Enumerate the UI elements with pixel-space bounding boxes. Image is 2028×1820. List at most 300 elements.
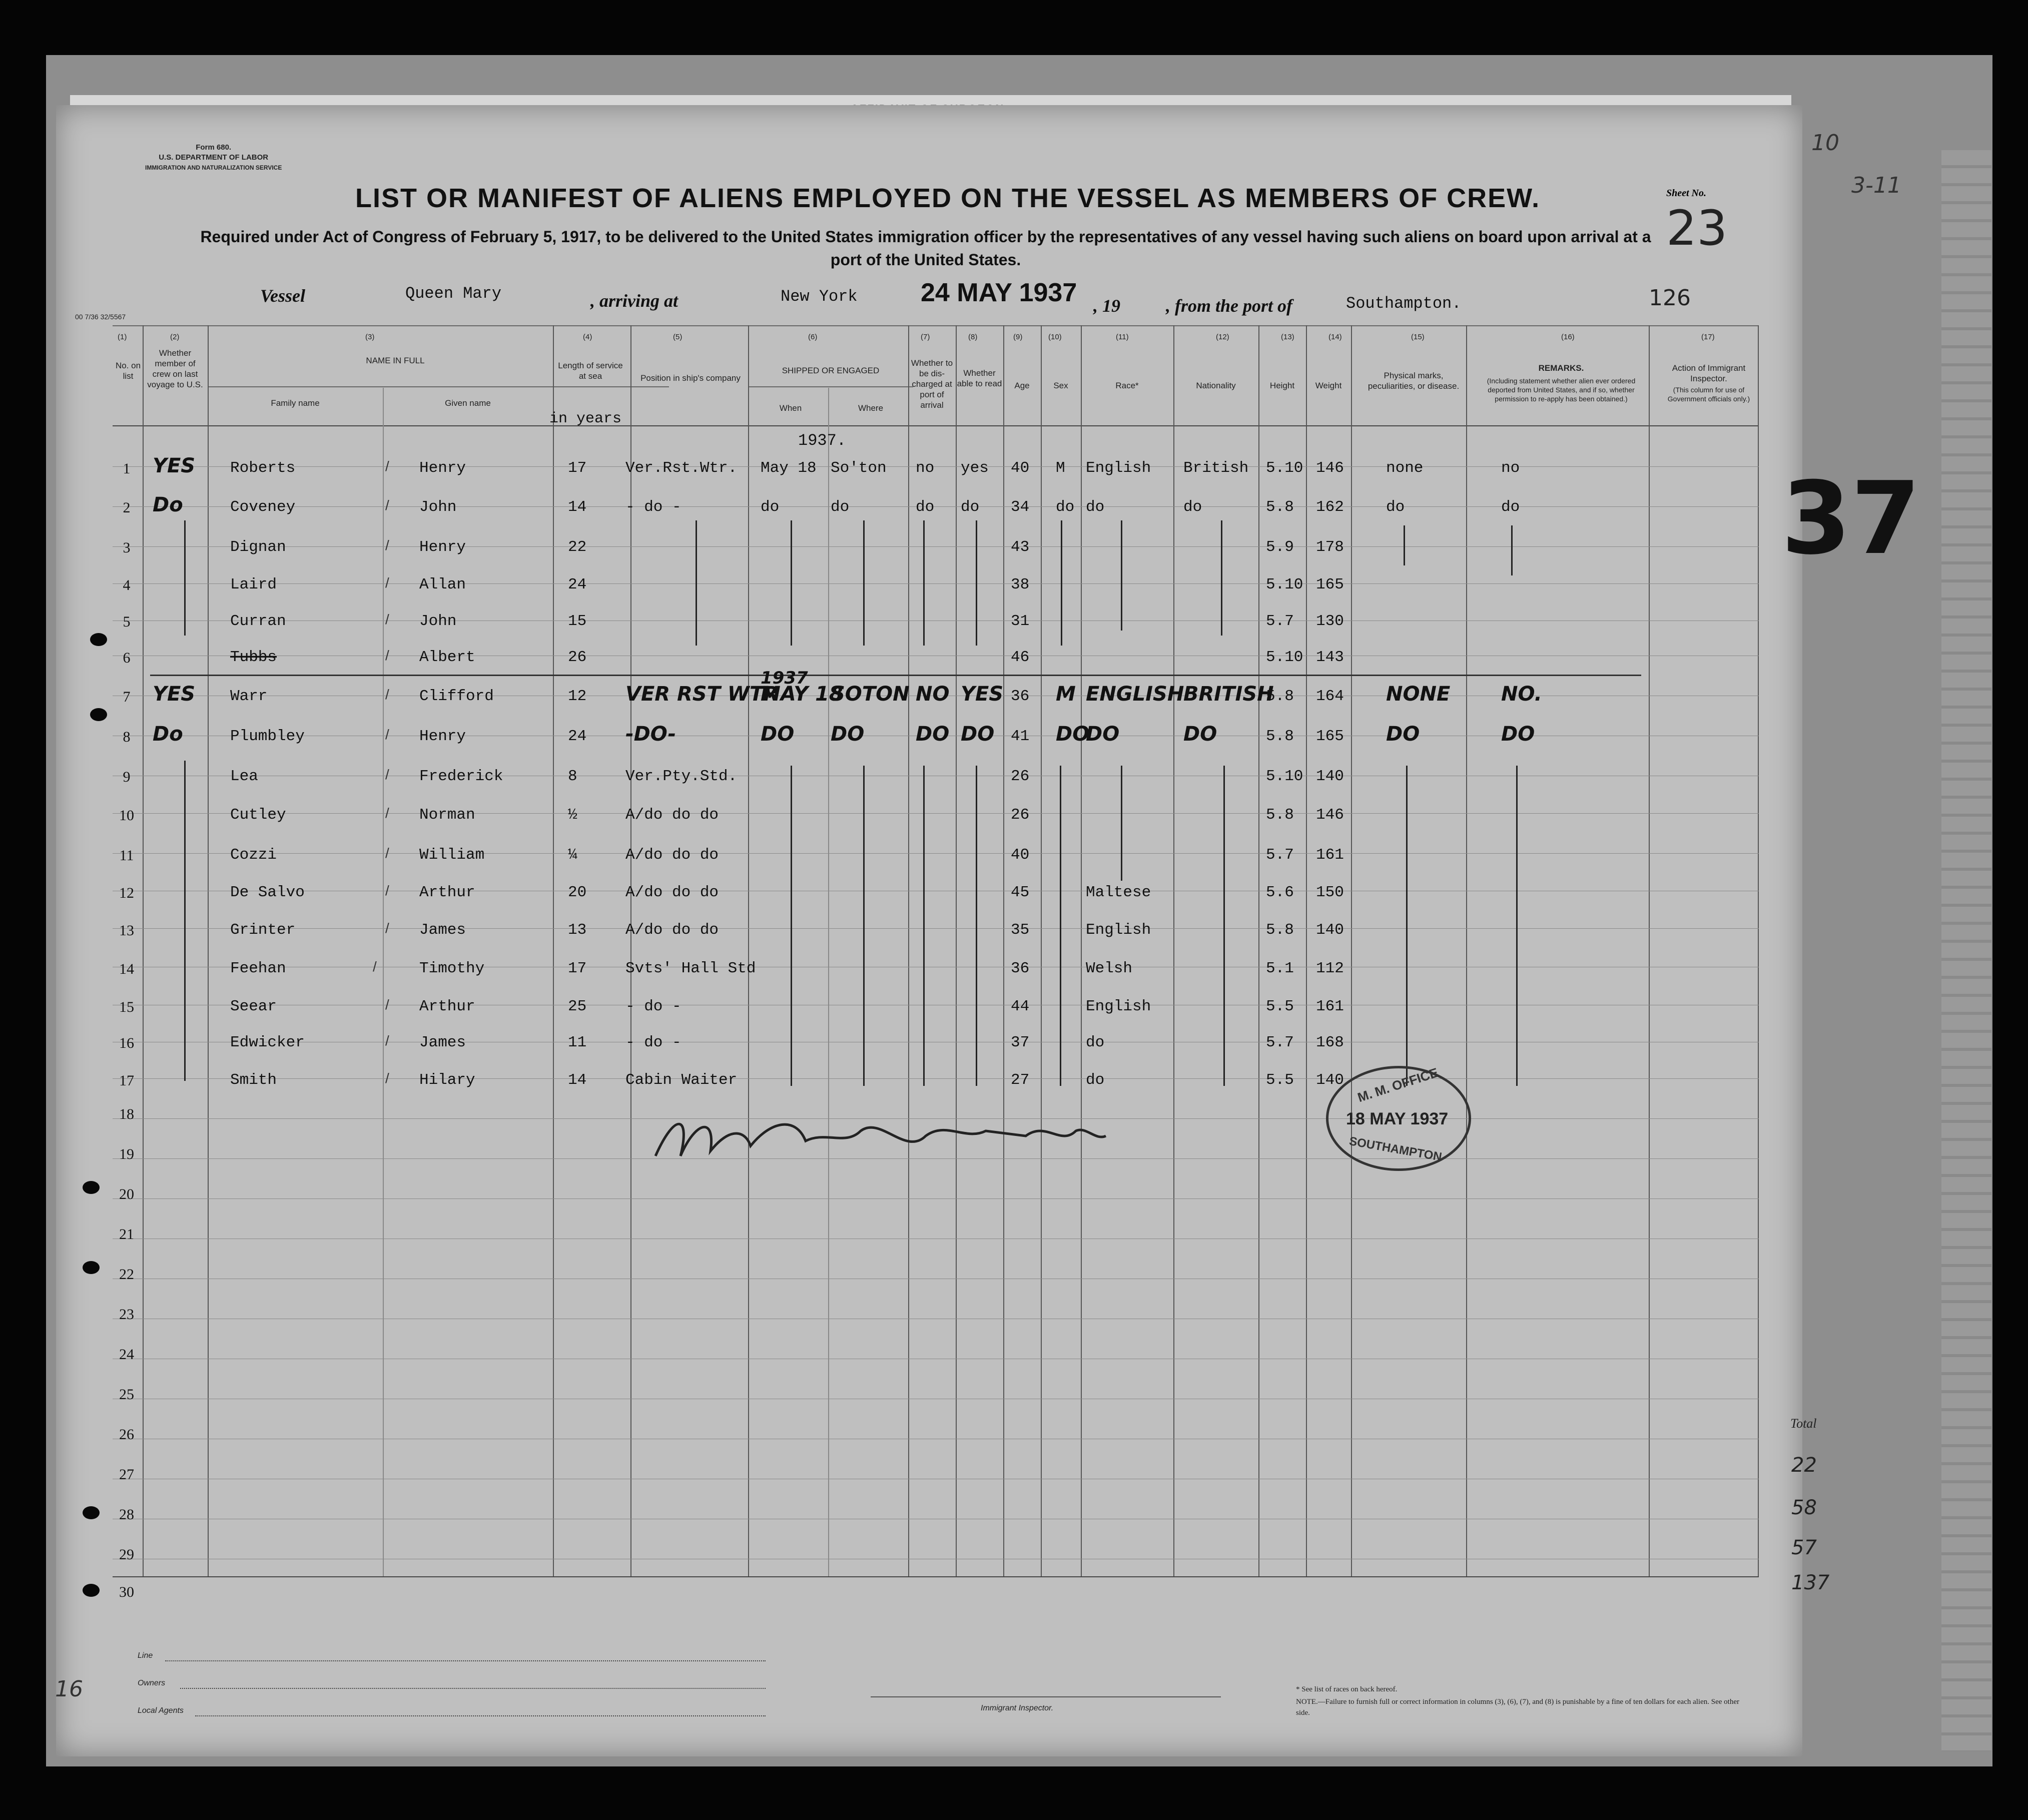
- ditto-line: [1406, 766, 1408, 1086]
- inspector-signature-line[interactable]: [871, 1696, 1221, 1697]
- year-note-handwritten: 1937: [761, 668, 808, 688]
- cell-read: yes: [961, 459, 989, 477]
- check-mark: /: [385, 575, 389, 590]
- row-rule: [113, 1078, 1759, 1079]
- col-num-15: (15): [1411, 333, 1425, 341]
- cell-weight: 161: [1316, 998, 1344, 1015]
- cell-given: John: [419, 498, 457, 516]
- cell-remarks: no: [1501, 459, 1520, 477]
- col-divider: [1758, 325, 1759, 1576]
- col-divider: [208, 325, 209, 1576]
- cell-position: Svts' Hall Std: [625, 960, 756, 977]
- col-header-inspector-note: (This column for use of Government officials only.): [1667, 386, 1750, 403]
- cell-sex: M: [1056, 459, 1065, 477]
- cell-weight: 162: [1316, 498, 1344, 516]
- col-num-12: (12): [1216, 333, 1229, 341]
- col-divider: [383, 388, 384, 1576]
- cell-given: Hilary: [419, 1071, 475, 1089]
- cell-where: DO: [831, 723, 865, 746]
- col-header-nationality: Nationality: [1196, 381, 1236, 390]
- cell-given: Allan: [419, 576, 466, 593]
- row-number: 29: [119, 1546, 134, 1563]
- col-header-remarks-note: (Including statement whether alien ever ordered deported from United States, and if so, whether permission to re-apply has been obtained.): [1487, 377, 1636, 403]
- cell-family: Edwicker: [230, 1034, 305, 1051]
- cell-family: Plumbley: [230, 728, 305, 745]
- row-number: 19: [119, 1146, 134, 1162]
- footer-line-field[interactable]: [165, 1660, 766, 1661]
- cell-height: 5.10: [1266, 768, 1303, 785]
- punch-hole: [83, 1181, 100, 1194]
- shipped-header-rule: [748, 386, 913, 387]
- cell-service: 11: [568, 1034, 587, 1051]
- ditto-line: [923, 766, 925, 1086]
- punch-hole: [90, 708, 107, 721]
- cell-read: DO: [961, 723, 995, 746]
- col-divider: [1466, 325, 1467, 1576]
- cell-remarks: NO.: [1501, 683, 1542, 706]
- row-number: 18: [119, 1106, 134, 1122]
- cell-nat: DO: [1183, 723, 1217, 746]
- check-mark: /: [385, 458, 389, 474]
- cell-nat: BRITISH: [1183, 683, 1274, 706]
- check-mark: /: [385, 687, 389, 702]
- cell-age: 40: [1011, 846, 1030, 864]
- col-divider: [1003, 325, 1004, 1576]
- departure-port: Southampton.: [1346, 294, 1462, 313]
- cell-height: 5.9: [1266, 538, 1294, 556]
- check-mark: /: [385, 767, 389, 782]
- year-note-top: 1937.: [798, 431, 847, 450]
- cell-marks: NONE: [1386, 683, 1451, 706]
- cell-height: 5.10: [1266, 649, 1303, 666]
- cell-service: ¼: [568, 846, 577, 864]
- col-num-7: (7): [921, 333, 930, 341]
- margin-total-3: 57: [1791, 1536, 1817, 1559]
- cell-height: 5.7: [1266, 613, 1294, 630]
- check-mark: /: [385, 497, 389, 513]
- row-number: 1: [123, 460, 131, 477]
- cell-crew: Do: [153, 493, 183, 516]
- cell-given: James: [419, 1034, 466, 1051]
- row-number: 24: [119, 1346, 134, 1363]
- check-mark: /: [385, 727, 389, 742]
- ditto-line: [976, 766, 977, 1086]
- cell-where: So'ton: [831, 459, 887, 477]
- cell-given: Henry: [419, 538, 466, 556]
- cell-sex: M: [1056, 683, 1076, 706]
- vessel-label: Vessel: [260, 286, 305, 306]
- cell-height: 5.8: [1266, 806, 1294, 824]
- ditto-line: [923, 520, 925, 646]
- row-number: 23: [119, 1306, 134, 1323]
- margin-note-top: 10: [1811, 130, 1839, 156]
- cell-age: 38: [1011, 576, 1030, 593]
- cell-age: 36: [1011, 960, 1030, 977]
- row-number: 14: [119, 961, 134, 977]
- cell-service: 24: [568, 728, 587, 745]
- col-num-8: (8): [968, 333, 978, 341]
- cell-when: DO: [761, 723, 795, 746]
- cell-family: Curran: [230, 613, 286, 630]
- row-rule: [113, 583, 1759, 584]
- cell-service: 14: [568, 498, 587, 516]
- col-num-5: (5): [673, 333, 683, 341]
- check-mark: /: [385, 920, 389, 936]
- stamp-top-text: M. M. OFFICE: [1356, 1064, 1440, 1105]
- cell-height: 5.8: [1266, 688, 1294, 705]
- check-mark: /: [385, 1033, 389, 1048]
- margin-total-4: 137: [1791, 1571, 1830, 1594]
- cell-service: 13: [568, 921, 587, 939]
- cell-family: Cozzi: [230, 846, 277, 864]
- ditto-line: [1223, 766, 1225, 1086]
- cell-height: 5.7: [1266, 1034, 1294, 1051]
- cell-given: William: [419, 846, 485, 864]
- cell-family: Smith: [230, 1071, 277, 1089]
- cell-given: John: [419, 613, 457, 630]
- cell-height: 5.6: [1266, 884, 1294, 901]
- cell-race: Welsh: [1086, 960, 1133, 977]
- col-header-marks: Physical marks, peculiarities, or disease.: [1368, 371, 1460, 391]
- row-rule: [113, 1198, 1759, 1199]
- row-number: 16: [119, 1035, 134, 1051]
- cell-height: 5.1: [1266, 960, 1294, 977]
- margin-big-number: 37: [1781, 460, 1921, 577]
- office-stamp: [1326, 1066, 1471, 1171]
- cell-height: 5.10: [1266, 576, 1303, 593]
- arrival-port: New York: [781, 287, 858, 306]
- cell-weight: 140: [1316, 921, 1344, 939]
- col-header-age: Age: [1014, 381, 1030, 390]
- col-num-9: (9): [1013, 333, 1023, 341]
- row-number: 25: [119, 1386, 134, 1403]
- cell-family: Dignan: [230, 538, 286, 556]
- footer-owners-label: Owners: [138, 1679, 166, 1687]
- col-divider: [1081, 325, 1082, 1576]
- cell-service: 24: [568, 576, 587, 593]
- cell-when: do: [761, 498, 780, 516]
- cell-read: YES: [961, 683, 1004, 706]
- row-number: 12: [119, 885, 134, 901]
- ditto-line: [863, 520, 865, 646]
- punch-hole: [83, 1506, 100, 1519]
- ditto-line: [1516, 766, 1518, 1086]
- margin-total-1: 22: [1791, 1454, 1817, 1477]
- row-number: 7: [123, 689, 131, 705]
- vessel-name: Queen Mary: [405, 284, 502, 303]
- cell-weight: 165: [1316, 576, 1344, 593]
- col-divider: [1649, 325, 1650, 1576]
- cell-family: De Salvo: [230, 884, 305, 901]
- cell-age: 26: [1011, 768, 1030, 785]
- col-num-4: (4): [583, 333, 592, 341]
- row-number: 4: [123, 577, 131, 593]
- cell-crew: YES: [153, 683, 196, 706]
- row-number: 26: [119, 1426, 134, 1443]
- cell-weight: 150: [1316, 884, 1344, 901]
- sheet-number: 23: [1666, 200, 1728, 256]
- cell-height: 5.8: [1266, 728, 1294, 745]
- col-header-remarks: REMARKS.: [1538, 363, 1584, 373]
- ditto-line: [1511, 525, 1513, 575]
- form-code: 00 7/36 32/5567: [75, 313, 126, 321]
- check-mark: /: [385, 1070, 389, 1086]
- name-header-rule: [209, 386, 669, 387]
- cell-height: 5.8: [1266, 498, 1294, 516]
- sheet-label: Sheet No.: [1666, 188, 1706, 199]
- cell-race: do: [1086, 498, 1105, 516]
- punch-hole: [83, 1261, 100, 1274]
- row-number: 15: [119, 999, 134, 1015]
- cell-read: do: [961, 498, 980, 516]
- form-number: Form 680.: [196, 143, 232, 152]
- col-num-2: (2): [170, 333, 180, 341]
- cell-given: Arthur: [419, 998, 475, 1015]
- row-number: 6: [123, 650, 131, 666]
- ditto-line: [791, 520, 792, 646]
- cell-nat: do: [1183, 498, 1202, 516]
- row-number: 9: [123, 769, 131, 785]
- cell-weight: 178: [1316, 538, 1344, 556]
- cell-where: do: [831, 498, 850, 516]
- cell-weight: 161: [1316, 846, 1344, 864]
- margin-total-2: 58: [1791, 1496, 1817, 1519]
- col-num-13: (13): [1281, 333, 1294, 341]
- col-header-height: Height: [1269, 381, 1295, 390]
- signature: [645, 1101, 1116, 1171]
- row-number: 27: [119, 1466, 134, 1483]
- cell-weight: 165: [1316, 728, 1344, 745]
- row-number: 17: [119, 1072, 134, 1089]
- ditto-line: [696, 520, 697, 646]
- footer-agents-field[interactable]: [195, 1715, 766, 1716]
- row-number: 2: [123, 499, 131, 516]
- row-number: 11: [119, 847, 134, 864]
- cell-weight: 112: [1316, 960, 1344, 977]
- col-header-crew: Whether member of crew on last voyage to U.S.: [147, 348, 203, 389]
- col-header-where: Where: [858, 403, 884, 413]
- cell-remarks: do: [1501, 498, 1520, 516]
- cell-family: Lea: [230, 768, 258, 785]
- col-header-shipped: SHIPPED OR ENGAGED: [782, 366, 880, 375]
- col-header-family: Family name: [271, 398, 320, 408]
- cell-age: 27: [1011, 1071, 1030, 1089]
- cell-family: Roberts: [230, 459, 296, 477]
- row-rule: [113, 853, 1759, 854]
- strike-line: [150, 675, 1641, 676]
- cell-age: 35: [1011, 921, 1030, 939]
- fine-note: NOTE.—Failure to furnish full or correct information in columns (3), (6), (7), and (8) is punishable by a fine of ten dollars for each alien. See other side.: [1296, 1698, 1739, 1717]
- check-mark: /: [373, 959, 377, 974]
- cell-age: 34: [1011, 498, 1030, 516]
- header-bottom-rule: [113, 425, 1759, 426]
- ditto-line: [184, 761, 186, 1081]
- cell-given: Frederick: [419, 768, 503, 785]
- cell-position: - do -: [625, 498, 682, 516]
- cell-age: 44: [1011, 998, 1030, 1015]
- footer-owners-field[interactable]: [180, 1688, 766, 1689]
- underlying-page-edge: [1941, 150, 1991, 1751]
- cell-weight: 146: [1316, 459, 1344, 477]
- cell-given: Clifford: [419, 688, 494, 705]
- col-num-3: (3): [365, 333, 375, 341]
- cell-position: -DO-: [625, 723, 677, 746]
- cell-when: MAY 18: [761, 683, 843, 706]
- col-divider: [1306, 325, 1307, 1576]
- cell-weight: 164: [1316, 688, 1344, 705]
- ditto-line: [1121, 766, 1122, 881]
- col-divider: [1041, 325, 1042, 1576]
- cell-service: 17: [568, 459, 587, 477]
- cell-when: May 18: [761, 459, 817, 477]
- year-label: , 19: [1093, 296, 1120, 316]
- check-mark: /: [385, 537, 389, 553]
- cell-race: do: [1086, 1071, 1105, 1089]
- col-header-service: Length of service at sea: [558, 361, 623, 381]
- row-number: 22: [119, 1266, 134, 1283]
- cell-race: DO: [1086, 723, 1120, 746]
- cell-crew: Do: [153, 723, 183, 746]
- cell-age: 43: [1011, 538, 1030, 556]
- check-mark: /: [385, 997, 389, 1012]
- col-header-given: Given name: [445, 398, 491, 408]
- col-header-read: Whether able to read: [957, 368, 1002, 388]
- col-num-6: (6): [808, 333, 818, 341]
- cell-given: Albert: [419, 649, 475, 666]
- cell-given: Arthur: [419, 884, 475, 901]
- arriving-label: , arriving at: [590, 291, 679, 311]
- punch-hole: [83, 1584, 100, 1597]
- col-divider: [143, 325, 144, 1576]
- cell-height: 5.10: [1266, 459, 1303, 477]
- cell-service: 17: [568, 960, 587, 977]
- col-num-11: (11): [1116, 333, 1129, 341]
- cell-disch: do: [916, 498, 935, 516]
- col-header-no: No. on list: [115, 361, 141, 381]
- cell-height: 5.8: [1266, 921, 1294, 939]
- cell-service: ½: [568, 806, 577, 824]
- row-number: 28: [119, 1506, 134, 1523]
- row-rule: [113, 928, 1759, 929]
- cell-race: do: [1086, 1034, 1105, 1051]
- cell-height: 5.5: [1266, 1071, 1294, 1089]
- cell-race: Maltese: [1086, 884, 1151, 901]
- col-divider: [553, 325, 554, 1576]
- col-header-inspector: Action of Immigrant Inspector.: [1672, 363, 1746, 383]
- cell-position: Ver.Rst.Wtr.: [625, 459, 738, 477]
- arrival-date-stamp: 24 MAY 1937: [921, 278, 1077, 307]
- col-header-sex: Sex: [1053, 381, 1068, 390]
- col-divider: [956, 325, 957, 1576]
- ditto-line: [1221, 520, 1222, 636]
- cell-family: Seear: [230, 998, 277, 1015]
- cell-age: 36: [1011, 688, 1030, 705]
- table-top-rule: [113, 325, 1759, 326]
- cell-service: 26: [568, 649, 587, 666]
- cell-family: Grinter: [230, 921, 296, 939]
- cell-position: A/do do do: [625, 806, 719, 824]
- row-number: 10: [119, 807, 134, 824]
- col-num-16: (16): [1561, 333, 1575, 341]
- cell-family: Coveney: [230, 498, 296, 516]
- cell-race: English: [1086, 921, 1151, 939]
- from-port-label: , from the port of: [1166, 296, 1293, 316]
- cell-weight: 143: [1316, 649, 1344, 666]
- col-num-10: (10): [1048, 333, 1062, 341]
- cell-race: English: [1086, 998, 1151, 1015]
- ditto-line: [863, 766, 865, 1086]
- margin-note-bottom: 16: [55, 1676, 83, 1702]
- stamp-bottom-text: SOUTHAMPTON: [1348, 1134, 1443, 1164]
- cell-sex: DO: [1056, 723, 1090, 746]
- col-divider: [908, 325, 909, 1576]
- cell-service: 22: [568, 538, 587, 556]
- col-divider: [828, 388, 829, 1576]
- cell-disch: NO: [916, 683, 950, 706]
- stamp-date: 18 MAY 1937: [1346, 1109, 1449, 1128]
- page-reference: 126: [1649, 285, 1691, 311]
- cell-marks: do: [1386, 498, 1405, 516]
- cell-position: - do -: [625, 1034, 682, 1051]
- cell-weight: 130: [1316, 613, 1344, 630]
- cell-height: 5.7: [1266, 846, 1294, 864]
- cell-weight: 146: [1316, 806, 1344, 824]
- cell-service: 15: [568, 613, 587, 630]
- col-num-17: (17): [1701, 333, 1715, 341]
- col-header-race: Race*: [1115, 381, 1139, 390]
- cell-given: James: [419, 921, 466, 939]
- row-number: 3: [123, 539, 131, 556]
- col-header-when: When: [779, 403, 802, 413]
- check-mark: /: [385, 845, 389, 861]
- cell-age: 46: [1011, 649, 1030, 666]
- row-number: 30: [119, 1584, 134, 1600]
- margin-note-corner: 3-11: [1851, 173, 1901, 198]
- col-divider: [1173, 325, 1174, 1576]
- cell-age: 41: [1011, 728, 1030, 745]
- cell-position: A/do do do: [625, 921, 719, 939]
- form-block: [145, 143, 282, 173]
- table-bottom-rule: [113, 1576, 1759, 1577]
- manifest-subtitle: Required under Act of Congress of February 5, 1917, to be delivered to the United States immigration officer by the representatives of any vessel having such aliens on board upon arrival at a port of the United States.: [200, 228, 1651, 269]
- check-mark: /: [385, 648, 389, 663]
- cell-family: Laird: [230, 576, 277, 593]
- ditto-line: [1404, 525, 1405, 565]
- cell-marks: none: [1386, 459, 1424, 477]
- cell-family: Feehan: [230, 960, 286, 977]
- cell-age: 37: [1011, 1034, 1030, 1051]
- cell-given: Henry: [419, 459, 466, 477]
- races-note: * See list of races on back hereof.: [1296, 1685, 1398, 1693]
- cell-service: 14: [568, 1071, 587, 1089]
- cell-position: A/do do do: [625, 884, 719, 901]
- cell-marks: DO: [1386, 723, 1420, 746]
- cell-given: Timothy: [419, 960, 485, 977]
- cell-height: 5.5: [1266, 998, 1294, 1015]
- col-num-14: (14): [1328, 333, 1342, 341]
- cell-disch: no: [916, 459, 935, 477]
- cell-position: VER RST WTR: [625, 683, 779, 706]
- col-divider: [748, 325, 749, 1576]
- cell-weight: 140: [1316, 768, 1344, 785]
- cell-crew: YES: [153, 454, 196, 477]
- cell-sex: do: [1056, 498, 1075, 516]
- row-number: 20: [119, 1186, 134, 1202]
- ditto-line: [791, 766, 792, 1086]
- cell-service: 12: [568, 688, 587, 705]
- cell-disch: DO: [916, 723, 950, 746]
- cell-where: SOTON: [831, 683, 910, 706]
